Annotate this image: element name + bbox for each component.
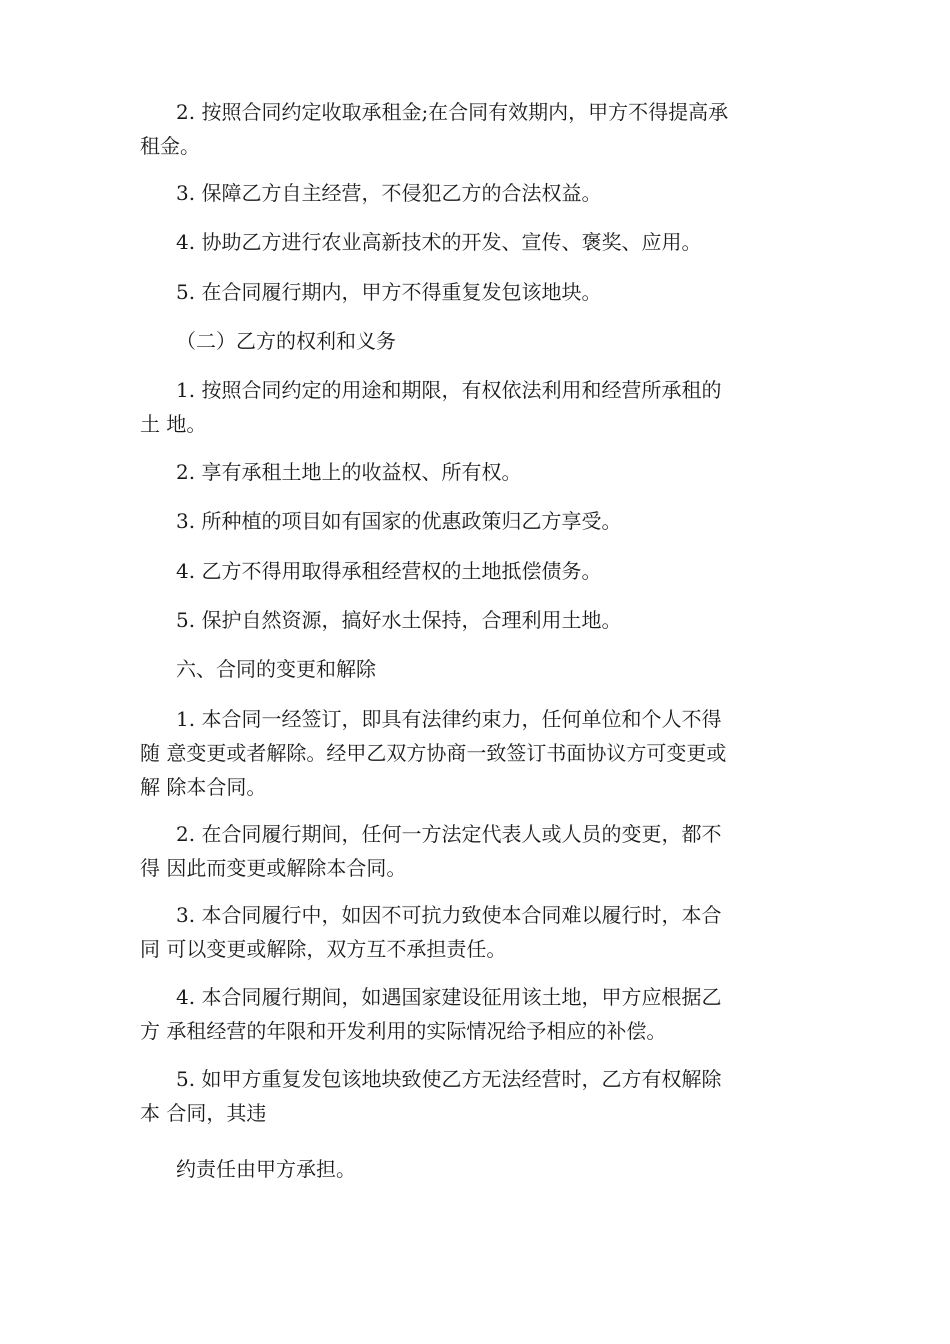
paragraph-line: 1. 本合同一经签订，即具有法律约束力，任何单位和个人不得 <box>176 707 722 731</box>
paragraph <box>140 980 806 1048</box>
paragraph <box>140 554 806 588</box>
paragraph <box>140 1152 806 1186</box>
paragraph <box>140 455 806 489</box>
paragraph <box>140 95 806 163</box>
paragraph-line: 5. 如甲方重复发包该地块致使乙方无法经营时，乙方有权解除 <box>176 1067 722 1091</box>
paragraph <box>140 817 806 885</box>
paragraph <box>140 176 806 210</box>
section-heading <box>140 324 806 358</box>
paragraph-line: 2. 享有承租土地上的收益权、所有权。 <box>176 460 522 484</box>
paragraph-line: 4. 乙方不得用取得承租经营权的土地抵偿债务。 <box>176 559 602 583</box>
paragraph-line: 2. 按照合同约定收取承租金;在合同有效期内，甲方不得提高承 <box>176 100 729 124</box>
paragraph-line: 约责任由甲方承担。 <box>176 1157 356 1181</box>
paragraph-line: 土 地。 <box>140 412 207 436</box>
paragraph <box>140 603 806 637</box>
paragraph-line: （二）乙方的权利和义务 <box>176 329 396 353</box>
paragraph-line: 解 除本合同。 <box>140 775 267 799</box>
paragraph-line: 3. 所种植的项目如有国家的优惠政策归乙方享受。 <box>176 509 622 533</box>
paragraph <box>140 898 806 966</box>
paragraph-line: 方 承租经营的年限和开发利用的实际情况给予相应的补偿。 <box>140 1019 667 1043</box>
paragraph-line: 本 合同，其违 <box>140 1101 267 1125</box>
paragraph-line: 3. 保障乙方自主经营，不侵犯乙方的合法权益。 <box>176 181 602 205</box>
paragraph-line: 2. 在合同履行期间，任何一方法定代表人或人员的变更，都不 <box>176 822 722 846</box>
section-heading <box>140 652 806 686</box>
paragraph <box>140 275 806 309</box>
paragraph <box>140 225 806 259</box>
paragraph-line: 得 因此而变更或解除本合同。 <box>140 856 407 880</box>
paragraph <box>140 373 806 441</box>
paragraph <box>140 1062 806 1130</box>
paragraph-line: 4. 本合同履行期间，如遇国家建设征用该土地，甲方应根据乙 <box>176 985 722 1009</box>
paragraph-line: 3. 本合同履行中，如因不可抗力致使本合同难以履行时，本合 <box>176 903 722 927</box>
paragraph-line: 随 意变更或者解除。经甲乙双方协商一致签订书面协议方可变更或 <box>140 741 727 765</box>
paragraph-line: 租金。 <box>140 134 200 158</box>
paragraph-line: 5. 保护自然资源，搞好水土保持，合理利用土地。 <box>176 608 622 632</box>
paragraph <box>140 504 806 538</box>
paragraph-line: 5. 在合同履行期内，甲方不得重复发包该地块。 <box>176 280 602 304</box>
paragraph-line: 同 可以变更或解除，双方互不承担责任。 <box>140 937 507 961</box>
paragraph <box>140 702 806 804</box>
paragraph-line: 1. 按照合同约定的用途和期限，有权依法利用和经营所承租的 <box>176 378 722 402</box>
paragraph-line: 六、合同的变更和解除 <box>176 657 376 681</box>
paragraph-line: 4. 协助乙方进行农业高新技术的开发、宣传、褒奖、应用。 <box>176 230 702 254</box>
